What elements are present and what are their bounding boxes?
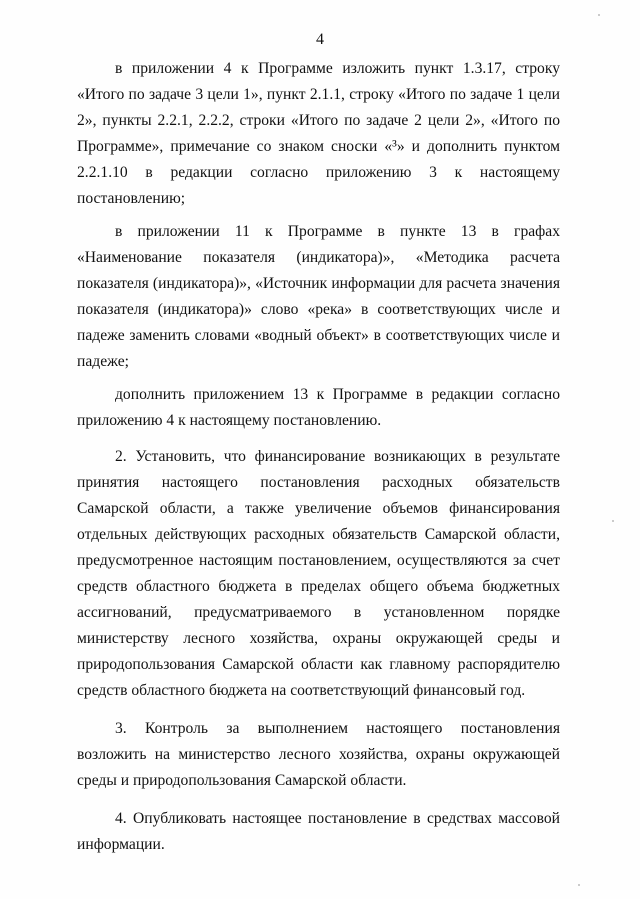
paragraph-clause-2-financing: 2. Установить, что финансирование возникающих в результате принятия настоящего постановления расходных обязательств Самарской области, а также увеличение объемов финансирования отдельных действующих расходных обязательств Самарской области, предусмотренное настоящим постановлением, осуществляются за счет средств областного бюджета в пределах общего объема бюджетных ассигнований, предусматриваемого в установленном порядке министерству лесного хозяйства, охраны окружающей среды и природопользования Самарской области как главному распорядителю средств областного бюджета на соответствующий финансовый год. <box>77 448 560 699</box>
paragraph-appendix-4-amendment: в приложении 4 к Программе изложить пункт 1.3.17, строку «Итого по задаче 3 цели 1», пункт 2.1.1, строку «Итого по задаче 1 цели 2», пункты 2.2.1, 2.2.2, строки «Итого по задаче 2 цели 2», «Итого по Программе», примечание со знаком сноски «³» и дополнить пунктом 2.2.1.10 в редакции согласно приложению 3 к настоящему постановлению; <box>77 60 560 207</box>
paragraph-clause-4-publication: 4. Опубликовать настоящее постановление в средствах массовой информации. <box>77 810 560 853</box>
scan-speck <box>612 520 614 522</box>
document-body <box>77 56 560 858</box>
page-number: 4 <box>316 31 324 48</box>
scan-speck <box>598 14 600 16</box>
scan-speck <box>578 884 580 886</box>
paragraph-appendix-11-amendment: в приложении 11 к Программе в пункте 13 в графах «Наименование показателя (индикатора)», «Методика расчета показателя (индикатора)», «Источник информации для расчета значения показателя (индикатора)» слово «река» в соответствующих числе и падеже заменить словами «водный объект» в соответствующих числе и падеже; <box>77 223 560 370</box>
paragraph-clause-3-control: 3. Контроль за выполнением настоящего постановления возложить на министерство лесного хозяйства, охраны окружающей среды и природопользования Самарской области. <box>77 720 560 789</box>
paragraph-appendix-13-addition: дополнить приложением 13 к Программе в редакции согласно приложению 4 к настоящему постановлению. <box>77 386 560 429</box>
